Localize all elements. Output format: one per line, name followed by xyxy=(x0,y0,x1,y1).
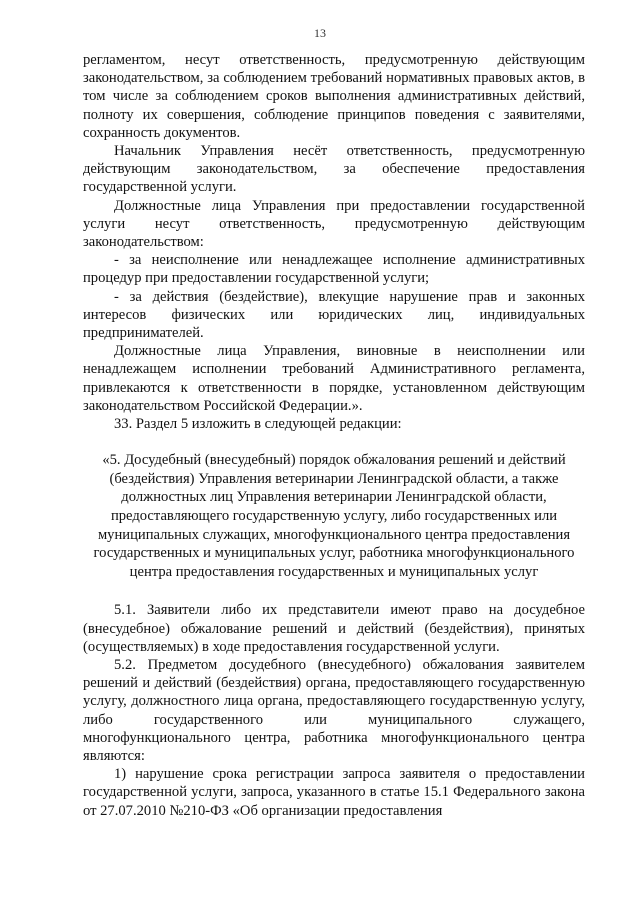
list-item: - за неисполнение или ненадлежащее исполнение административных процедур при предоставлении государственной услуги; xyxy=(83,252,585,287)
paragraph-continuation: регламентом, несут ответственность, предусмотренную действующим законодательством, за соблюдением требований нормативных правовых актов, в том числе за соблюдением сроков выполнения административных действий, полноту их совершения, соблюдение принципов поведения с заявителями, сохранность документов. xyxy=(83,52,585,141)
list-item: 1) нарушение срока регистрации запроса заявителя о предоставлении государственной услуги, запроса, указанного в статье 15.1 Федерального закона от 27.07.2010 №210-ФЗ «Об организации предоставления xyxy=(83,766,585,819)
paragraph: 5.1. Заявители либо их представители имеют право на досудебное (внесудебное) обжалование решений и действий (бездействия), принятых (осуществляемых) в ходе предоставления государственной услуги. xyxy=(83,602,585,655)
paragraph: 5.2. Предметом досудебного (внесудебного) обжалования заявителем решений и действий (бездействия) органа, предоставляющего государственную услугу, должностного лица органа, предоставляющего государственную услугу, либо государственного или муниципального служащего, многофункционального центра, работника многофункционального центра являются: xyxy=(83,657,585,765)
document-body xyxy=(83,51,585,820)
paragraph: Должностные лица Управления при предоставлении государственной услуги несут ответственность, предусмотренную действующим законодательством: xyxy=(83,197,585,251)
page-number: 13 xyxy=(314,26,326,40)
paragraph: Начальник Управления несёт ответственность, предусмотренную действующим законодательством, за обеспечение предоставления государственной услуги. xyxy=(83,143,585,196)
list-item: - за действия (бездействие), влекущие нарушение прав и законных интересов физических или юридических лиц, индивидуальных предпринимателей. xyxy=(83,288,585,342)
section-heading-block xyxy=(83,451,585,581)
paragraph: 33. Раздел 5 изложить в следующей редакции: xyxy=(114,416,402,433)
paragraph: Должностные лица Управления, виновные в неисполнении или ненадлежащем исполнении требований Административного регламента, привлекаются к ответственности в порядке, установленном действующим законодательством Российской Федерации.». xyxy=(83,343,585,414)
section-heading: «5. Досудебный (внесудебный) порядок обжалования решений и действий (бездействия) Управления ветеринарии Ленинградской области, а также должностных лиц Управления ветеринарии Ленинградской области, предоставляющего государственную услугу, либо государственных или муниципальных служащих, многофункционального центра предоставления государственных и муниципальных услуг, работника многофункционального центра предоставления государственных и муниципальных услуг xyxy=(93,452,575,580)
